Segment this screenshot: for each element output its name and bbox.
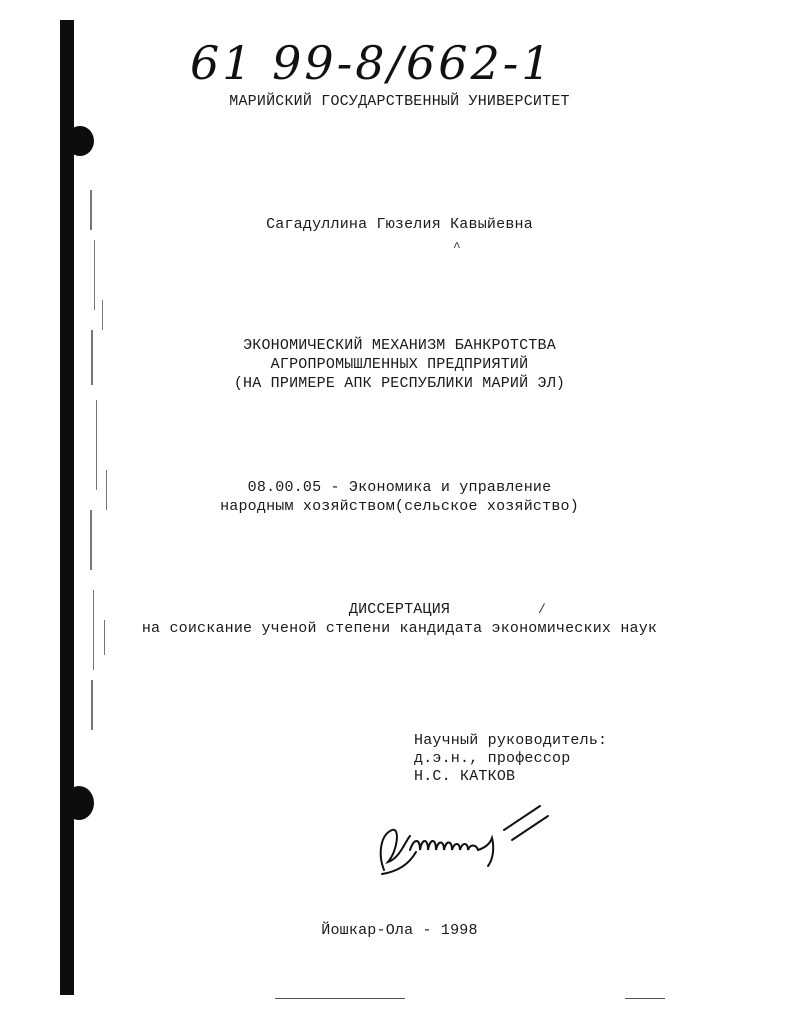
title-line-2: АГРОПРОМЫШЛЕННЫХ ПРЕДПРИЯТИЙ	[270, 356, 529, 373]
slash-mark: /	[538, 602, 546, 617]
supervisor-line-3: Н.С. КАТКОВ	[414, 768, 516, 785]
supervisor-line-1: Научный руководитель:	[414, 732, 608, 749]
dissertation-label: ДИССЕРТАЦИЯ	[348, 601, 451, 618]
degree-line: на соискание ученой степени кандидата экономических наук	[141, 620, 658, 637]
title-line-1: ЭКОНОМИЧЕСКИЙ МЕХАНИЗМ БАНКРОТСТВА	[243, 337, 556, 354]
specialty-line-1: 08.00.05 - Экономика и управление	[247, 479, 552, 496]
author-name: Сагадуллина Гюзелия Кавыйевна	[266, 216, 533, 233]
supervisor-signature	[370, 800, 550, 885]
handwritten-registration-number: 61 99-8/662-1	[190, 36, 554, 90]
bottom-scan-line-right	[625, 998, 665, 999]
university-name: МАРИЙСКИЙ ГОСУДАРСТВЕННЫЙ УНИВЕРСИТЕТ	[229, 93, 570, 110]
scan-noise-strip	[88, 180, 128, 740]
caret-mark: ^	[453, 240, 461, 255]
city-year: Йошкар-Ола - 1998	[321, 922, 478, 939]
title-line-3: (НА ПРИМЕРЕ АПК РЕСПУБЛИКИ МАРИЙ ЭЛ)	[233, 375, 566, 392]
scan-blob-bottom	[64, 786, 94, 820]
supervisor-line-2: д.э.н., профессор	[414, 750, 571, 767]
bottom-scan-line-left	[275, 998, 405, 999]
specialty-line-2: народным хозяйством(сельское хозяйство)	[220, 498, 579, 515]
scan-blob-top	[66, 126, 94, 156]
